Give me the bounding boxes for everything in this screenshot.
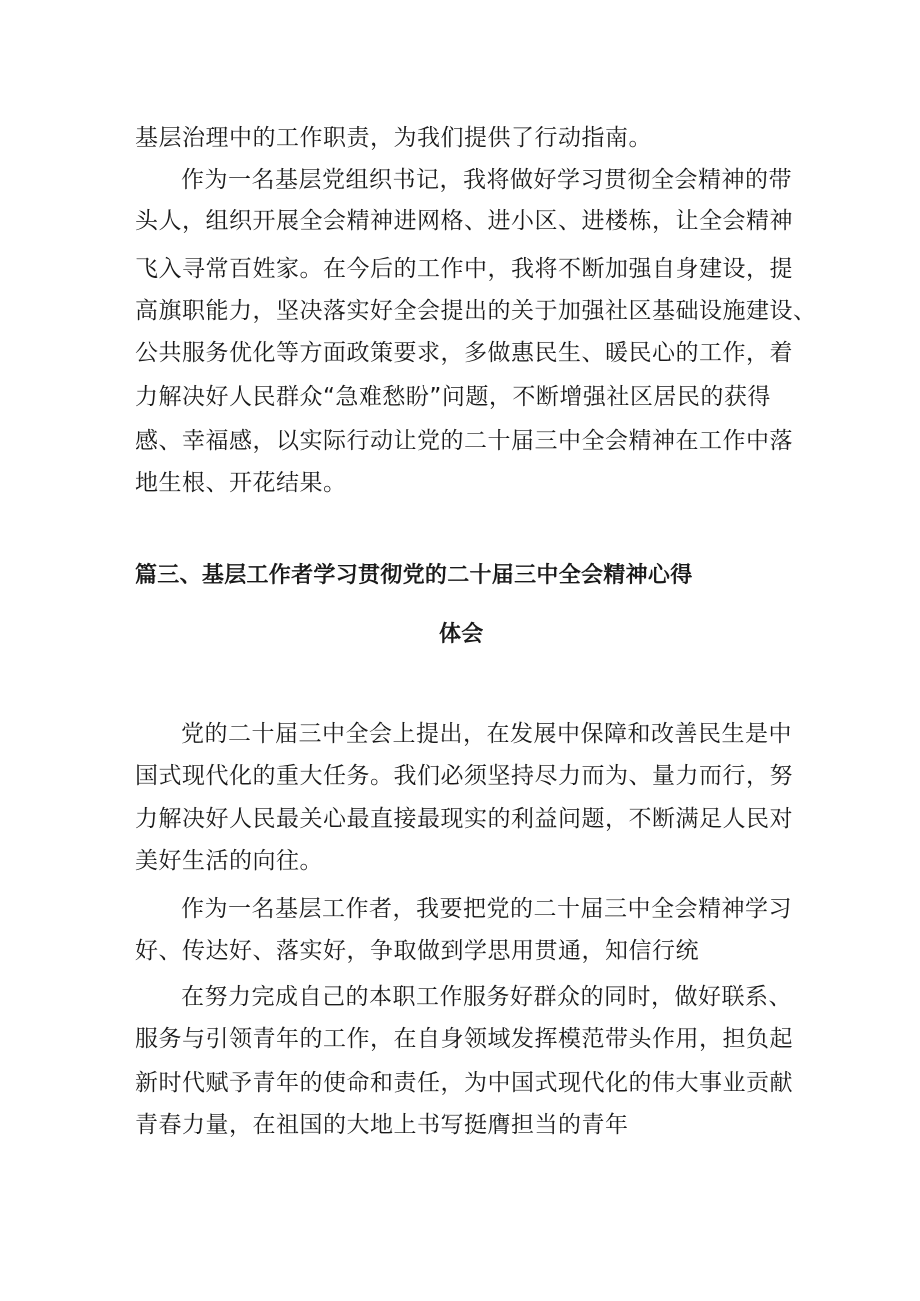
paragraph-line: 在努力完成自己的本职工作服务好群众的同时，做好联系、 bbox=[181, 984, 792, 1010]
paragraph-line: 作为一名基层党组织书记，我将做好学习贯彻全会精神的带 bbox=[181, 167, 792, 193]
paragraph-line: 新时代赋予青年的使命和责任，为中国式现代化的伟大事业贡献 bbox=[135, 1070, 793, 1096]
paragraph-line: 头人，组织开展全会精神进网格、进小区、进楼栋，让全会精神 bbox=[135, 208, 793, 234]
paragraph-line: 党的二十届三中全会上提出，在发展中保障和改善民生是中 bbox=[181, 721, 792, 747]
paragraph-line: 作为一名基层工作者，我要把党的二十届三中全会精神学习 bbox=[181, 896, 792, 922]
paragraph-line: 国式现代化的重大任务。我们必须坚持尽力而为、量力而行，努 bbox=[135, 763, 793, 789]
section-title-continued: 体会 bbox=[439, 622, 484, 647]
paragraph-line: 高旗职能力，坚决落实好全会提出的关于加强社区基础设施建设、 bbox=[135, 298, 817, 324]
paragraph-line: 美好生活的向往。 bbox=[135, 848, 323, 874]
paragraph-line: 飞入寻常百姓家。在今后的工作中，我将不断加强自身建设，提 bbox=[135, 256, 793, 282]
paragraph-line: 青春力量，在祖国的大地上书写挺膺担当的青年 bbox=[135, 1112, 629, 1138]
paragraph-line: 服务与引领青年的工作，在自身领域发挥模范带头作用，担负起 bbox=[135, 1026, 793, 1052]
paragraph-line: 公共服务优化等方面政策要求，多做惠民生、暖民心的工作，着 bbox=[135, 340, 793, 366]
section-title: 篇三、基层工作者学习贯彻党的二十届三中全会精神心得 bbox=[135, 563, 693, 588]
paragraph-line: 地生根、开花结果。 bbox=[135, 470, 347, 496]
paragraph-line: 感、幸福感，以实际行动让党的二十届三中全会精神在工作中落 bbox=[135, 428, 793, 454]
paragraph-line: 基层治理中的工作职责，为我们提供了行动指南。 bbox=[135, 125, 652, 151]
paragraph-line: 力解决好人民最关心最直接最现实的利益问题，不断满足人民对 bbox=[135, 806, 793, 832]
paragraph-line: 好、传达好、落实好，争取做到学思用贯通，知信行统 bbox=[135, 938, 699, 964]
paragraph-line: 力解决好人民群众“急难愁盼”问题，不断增强社区居民的获得 bbox=[135, 384, 771, 410]
